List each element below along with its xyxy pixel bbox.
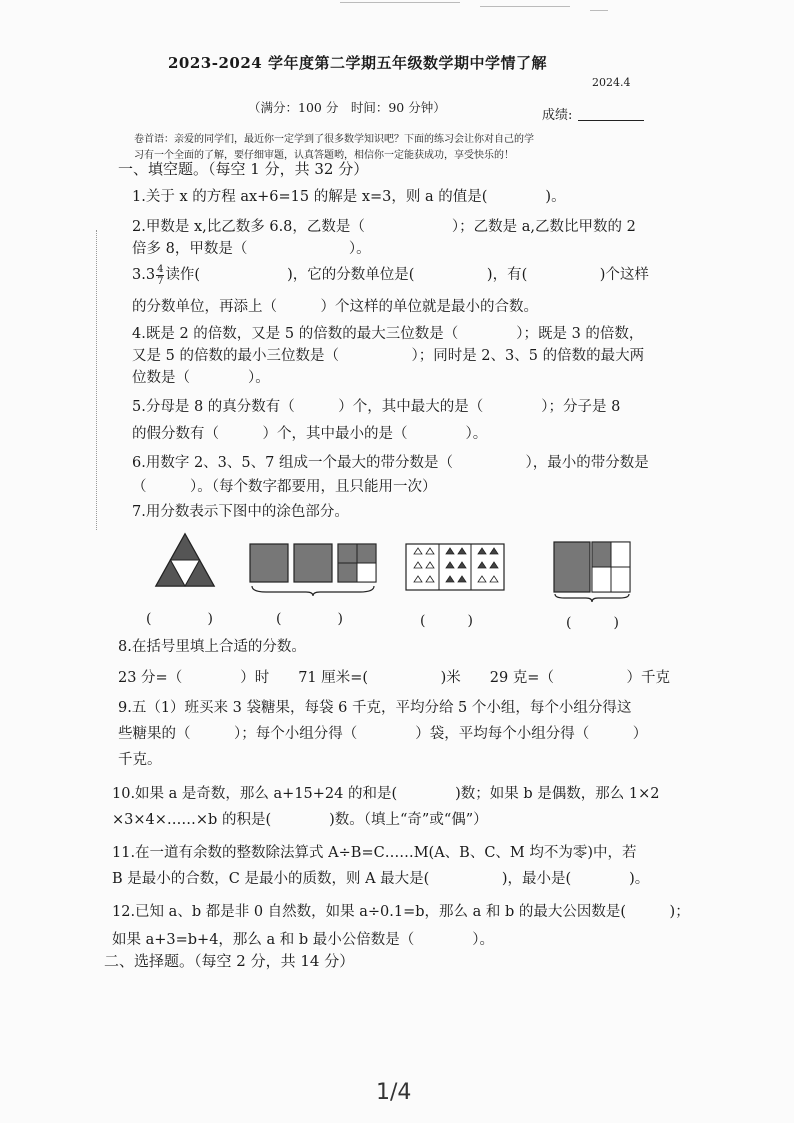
- exam-title: 2023-2024 学年度第二学期五年级数学期中学情了解: [168, 54, 547, 72]
- figure-triangles-grid: [404, 542, 506, 592]
- question-11-line-1: 11.在一道有余数的整数除法算式 A÷B=C……M(A、B、C、M 均不为零)中，若: [112, 845, 637, 861]
- q7-answer-1: ( ): [146, 611, 213, 627]
- q3-fraction-numerator: 4: [157, 263, 164, 275]
- question-2-line-1: 2.甲数是 x,比乙数多 6.8，乙数是（ ）；乙数是 a,乙数比甲数的 2: [132, 219, 636, 235]
- question-12-line-2: 如果 a+3=b+4，那么 a 和 b 最小公倍数是（ ）。: [112, 932, 495, 948]
- figure-triangle: [154, 532, 216, 588]
- question-4-line-1: 4.既是 2 的倍数，又是 5 的倍数的最大三位数是（ ）；既是 3 的倍数，: [132, 326, 644, 342]
- question-10-line-2: ×3×4×……×b 的积是( )数。（填上“奇”或“偶”）: [112, 812, 488, 828]
- figure-two-squares: [550, 538, 634, 602]
- question-3-line-2: 的分数单位，再添上（ ）个这样的单位就是最小的合数。: [132, 299, 538, 315]
- question-4-line-2: 又是 5 的倍数的最小三位数是（ ）；同时是 2、3、5 的倍数的最大两: [132, 348, 645, 364]
- q3-suffix: 读作( )，它的分数单位是( )，有( )个这样: [165, 267, 649, 283]
- question-9-line-2: 些糖果的（ ）；每个小组分得（ ）袋，平均每个小组分得（ ）: [118, 726, 648, 742]
- q7-answer-4: ( ): [566, 615, 619, 631]
- question-1: 1.关于 x 的方程 ax+6=15 的解是 x=3，则 a 的值是( )。: [132, 189, 566, 205]
- q3-fraction-denominator: 7: [157, 275, 164, 287]
- question-4-line-3: 位数是（ ）。: [132, 370, 270, 386]
- figure-squares: [246, 540, 380, 596]
- preface-line-2: 习有一个全面的了解，要仔细审题，认真答题哟，相信你一定能获成功，享受快乐的！: [134, 150, 514, 161]
- scan-artifact: [480, 6, 570, 7]
- score-label: 成绩:: [542, 108, 573, 123]
- question-8: 8.在括号里填上合适的分数。: [118, 639, 306, 655]
- exam-meta: （满分：100 分 时间：90 分钟）: [248, 100, 446, 115]
- exam-date: 2024.4: [592, 76, 631, 89]
- scan-artifact: [590, 10, 608, 11]
- question-11-line-2: B 是最小的合数，C 是最小的质数，则 A 最大是( )，最小是( )。: [112, 871, 650, 887]
- page-number: 1/4: [376, 1080, 412, 1105]
- q7-answer-2: ( ): [276, 611, 343, 627]
- q3-prefix: 3.3: [132, 267, 156, 283]
- question-3-line-1: [132, 263, 649, 287]
- question-12-line-1: 12.已知 a、b 都是非 0 自然数，如果 a÷0.1=b，那么 a 和 b 的最大公因数是( )；: [112, 904, 690, 920]
- q7-answer-3: ( ): [420, 613, 473, 629]
- question-2-line-2: 倍多 8，甲数是（ ）。: [132, 241, 371, 257]
- binding-margin-line: [96, 230, 97, 530]
- question-5-line-2: 的假分数有（ ）个，其中最小的是（ ）。: [132, 426, 488, 442]
- preface-line-1: 卷首语：亲爱的同学们，最近你一定学到了很多数学知识吧？下面的练习会让你对自己的学: [134, 134, 534, 145]
- question-6-line-2: （ ）。（每个数字都要用，且只能用一次）: [132, 479, 437, 495]
- question-5-line-1: 5.分母是 8 的真分数有（ ）个，其中最大的是（ ）；分子是 8: [132, 399, 621, 415]
- q3-fraction: [156, 264, 164, 287]
- question-7: 7.用分数表示下图中的涂色部分。: [132, 504, 349, 520]
- scan-artifact: [340, 2, 460, 3]
- question-9-line-3: 千克。: [118, 752, 162, 768]
- question-8-answers: 23 分=（ ）时 71 厘米=( )米 29 克=（ ）千克: [118, 670, 670, 686]
- question-6-line-1: 6.用数字 2、3、5、7 组成一个最大的带分数是（ ），最小的带分数是: [132, 455, 649, 471]
- score-blank: [578, 120, 644, 121]
- section-2-title: 二、选择题。（每空 2 分，共 14 分）: [104, 952, 355, 970]
- section-1-title: 一、填空题。（每空 1 分，共 32 分）: [118, 160, 369, 178]
- question-9-line-1: 9.五（1）班买来 3 袋糖果，每袋 6 千克，平均分给 5 个小组，每个小组分得这: [118, 700, 632, 716]
- question-10-line-1: 10.如果 a 是奇数，那么 a+15+24 的和是( )数；如果 b 是偶数，那么 1×2: [112, 786, 660, 802]
